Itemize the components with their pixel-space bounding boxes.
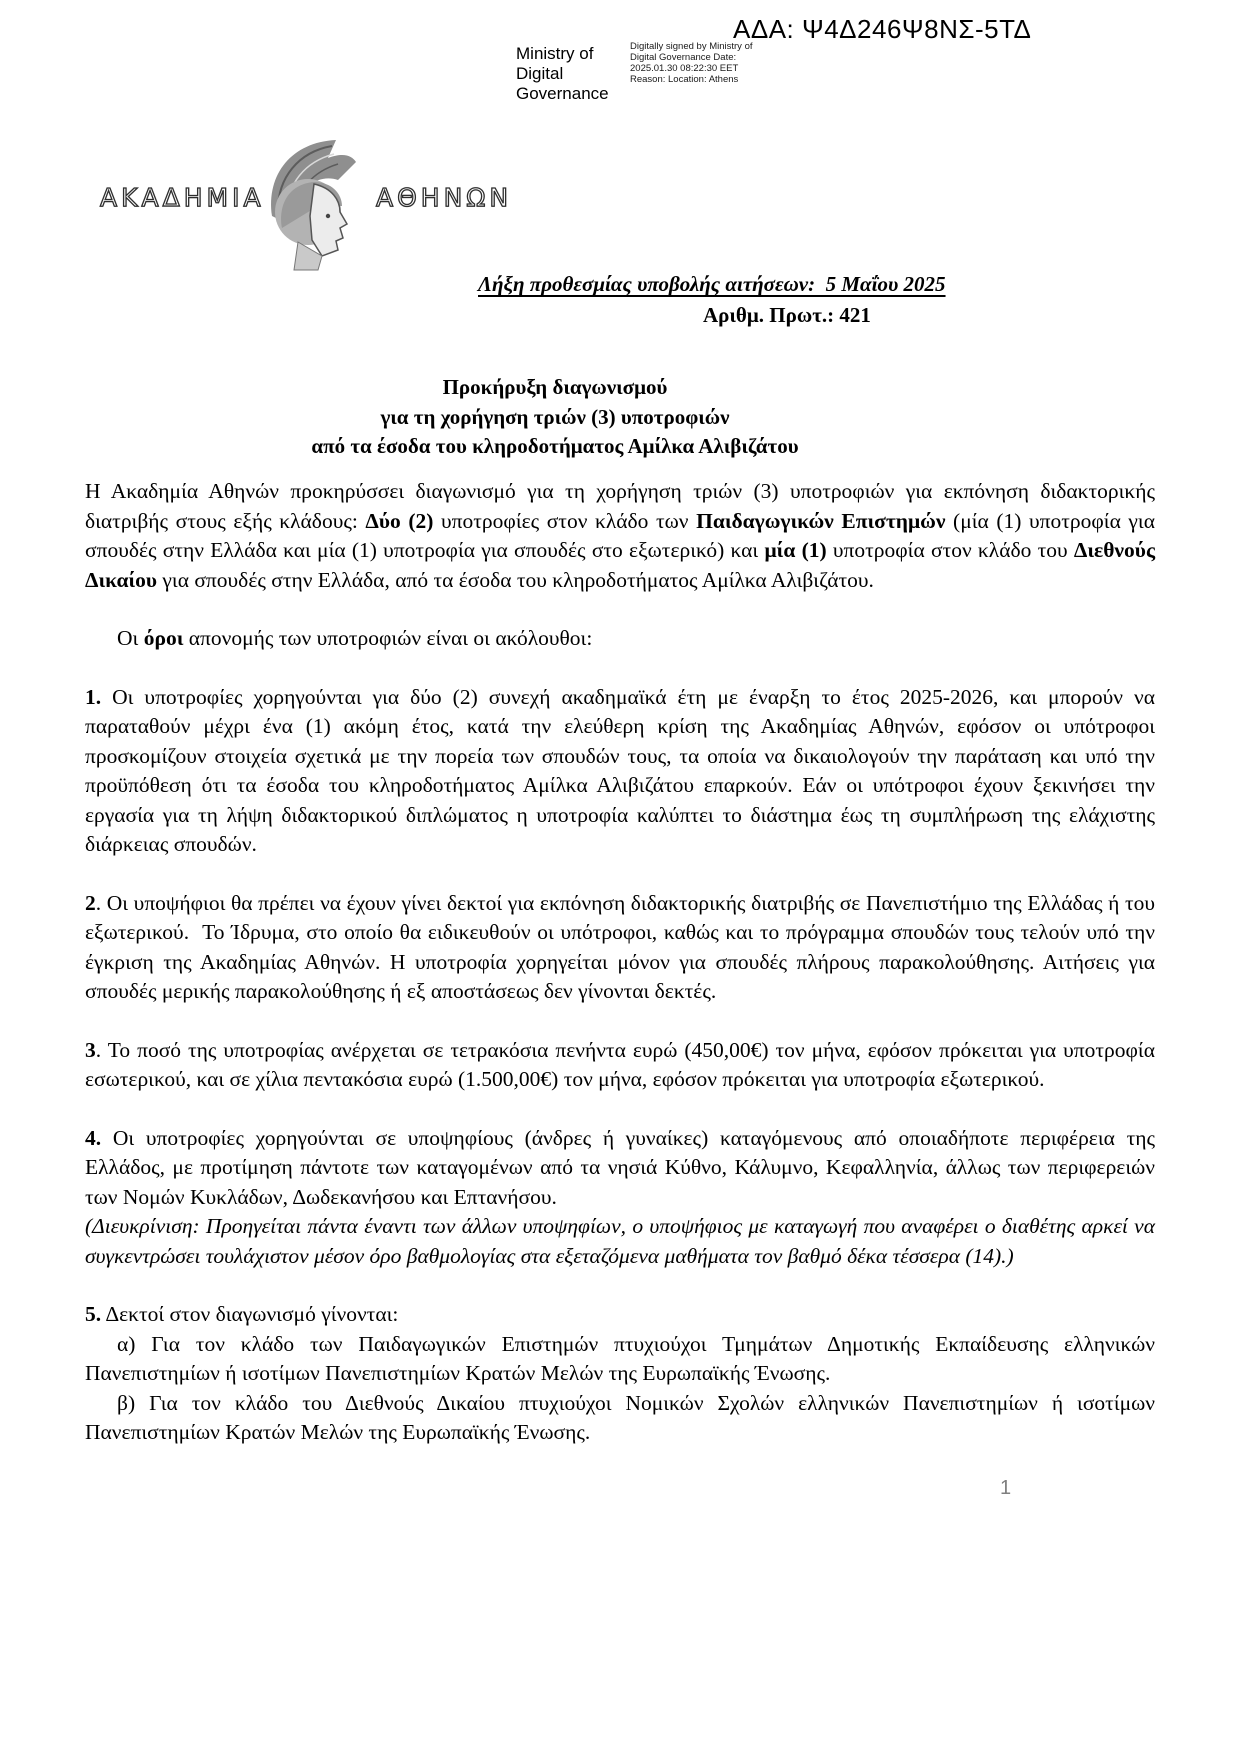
signature-details: Digitally signed by Ministry of Digital Governance Date: 2025.01.30 08:22:30 EET Reason: Location: Athens <box>630 41 753 85</box>
title-line-3: από τα έσοδα του κληροδοτήματος Αμίλκα Αλιβιζάτου <box>311 434 799 458</box>
ada-code: ΑΔΑ: Ψ4Δ246Ψ8ΝΣ-5ΤΔ <box>733 14 1032 44</box>
term-1-paragraph: 1. Οι υποτροφίες χορηγούνται για δύο (2) συνεχή ακαδημαϊκά έτη με έναρξη το έτος 2025-2026, και μπορούν να παραταθούν μέχρι ένα (1) ακόμη έτος, κατά την ελεύθερη κρίση της Ακαδημίας Αθηνών, εφόσον οι υπότροφοι προσκομίζουν στοιχεία σχετικά με την πορεία των σπουδών τους, τα οποία να δικαιολογούν την παράταση και υπό την προϋπόθεση ότι τα έσοδα του κληροδοτήματος Αμίλκα Αλιβιζάτου επαρκούν. Εάν οι υπότροφοι έχουν ξεκινήσει την εργασία για τη λήψη διδακτορικού διπλώματος η υποτροφία καλύπτει το διάστημα έως τη συμπλήρωση της ελάχιστης διάρκειας σπουδών. <box>85 684 1155 856</box>
term-5-item-b: β) Για τον κλάδο του Διεθνούς Δικαίου πτυχιούχοι Νομικών Σχολών ελληνικών Πανεπιστημίων ή ισοτίμων Πανεπιστημίων Κρατών Μελών της Ευρωπαϊκής Ένωσης. <box>85 1390 1155 1444</box>
term-4-paragraph: 4. Οι υποτροφίες χορηγούνται σε υποψηφίους (άνδρες ή γυναίκες) καταγόμενους από οποιαδήποτε περιφέρεια της Ελλάδος, με προτίμηση πάντοτε των καταγομένων από τα νησιά Κύθνο, Κάλυμνο, Κεφαλληνία, άλλως των περιφερειών των Νομών Κυκλάδων, Δωδεκανήσου και Επτανήσου. <box>85 1125 1155 1209</box>
protocol-number: Αριθμ. Πρωτ.: 421 <box>703 303 871 327</box>
logo-text-athinon: ΑΘΗΝΩΝ <box>376 183 513 212</box>
term-2-paragraph: 2. Οι υποψήφιοι θα πρέπει να έχουν γίνει δεκτοί για εκπόνηση διδακτορικής διατριβής σε Πανεπιστήμιο της Ελλάδας ή του εξωτερικού. Το Ίδρυμα, στο οποίο θα ειδικευθούν οι υπότροφοι, καθώς και το πρόγραμμα σπουδών τους τελούν υπό την έγκριση της Ακαδημίας Αθηνών. Η υποτροφία χορηγείται μόνον για σπουδές πλήρους παρακολούθησης. Αιτήσεις για σπουδές μερικής παρακολούθησης ή εξ αποστάσεως δεν γίνονται δεκτές. <box>85 890 1155 1003</box>
term-4-clarification: (Διευκρίνιση: Προηγείται πάντα έναντι των άλλων υποψηφίων, ο υποψήφιος με καταγωγή που αναφέρει ο διαθέτης αρκεί να συγκεντρώσει τουλάχιστον μέσον όρο βαθμολογίας στα εξεταζόμενα μαθήματα τον βαθμό δέκα τέσσερα (14).) <box>85 1214 1155 1268</box>
intro-paragraph: Η Ακαδημία Αθηνών προκηρύσσει διαγωνισμό για τη χορήγηση τριών (3) υποτροφιών για εκπόνηση διδακτορικής διατριβής στους εξής κλάδους: Δύο (2) υποτροφίες στον κλάδο των Παιδαγωγικών Επιστημών (μία (1) υποτροφία για σπουδές στην Ελλάδα και μία (1) υποτροφία για σπουδές στο εξωτερικό) και μία (1) υποτροφία στον κλάδο του Διεθνούς Δικαίου για σπουδές στην Ελλάδα, από τα έσοδα του κληροδοτήματος Αμίλκα Αλιβιζάτου. <box>85 479 1156 592</box>
terms-intro-paragraph: Οι όροι απονομής των υποτροφιών είναι οι ακόλουθοι: <box>117 626 593 650</box>
title-line-2: για τη χορήγηση τριών (3) υποτροφιών <box>380 404 730 429</box>
page-number: 1 <box>1000 1477 1012 1499</box>
signature-signer: Ministry of Digital Governance <box>516 44 609 103</box>
term-5-paragraph: 5. Δεκτοί στον διαγωνισμό γίνονται: <box>85 1302 399 1326</box>
athena-emblem-graphic <box>248 132 372 272</box>
document-title <box>85 373 1155 462</box>
title-line-1: Προκήρυξη διαγωνισμού <box>442 375 668 399</box>
athena-head-emblem <box>248 132 372 272</box>
deadline-line: Λήξη προθεσμίας υποβολής αιτήσεων: 5 Μαΐου 2025 <box>478 272 946 296</box>
term-5-item-a: α) Για τον κλάδο των Παιδαγωγικών Επιστημών πτυχιούχοι Τμημάτων Δημοτικής Εκπαίδευσης ελληνικών Πανεπιστημίων ή ισοτίμων Πανεπιστημίων Κρατών Μελών της Ευρωπαϊκής Ένωσης. <box>85 1331 1155 1385</box>
term-3-paragraph: 3. Το ποσό της υποτροφίας ανέρχεται σε τετρακόσια πενήντα ευρώ (450,00€) τον μήνα, εφόσον πρόκειται για υποτροφία εσωτερικού, και σε χίλια πεντακόσια ευρώ (1.500,00€) τον μήνα, εφόσον πρόκειται για υποτροφία εξωτερικού. <box>85 1037 1155 1091</box>
logo-text-akadimia: ΑΚΑΔΗΜΙΑ <box>100 183 265 212</box>
document-body <box>85 477 1155 1448</box>
